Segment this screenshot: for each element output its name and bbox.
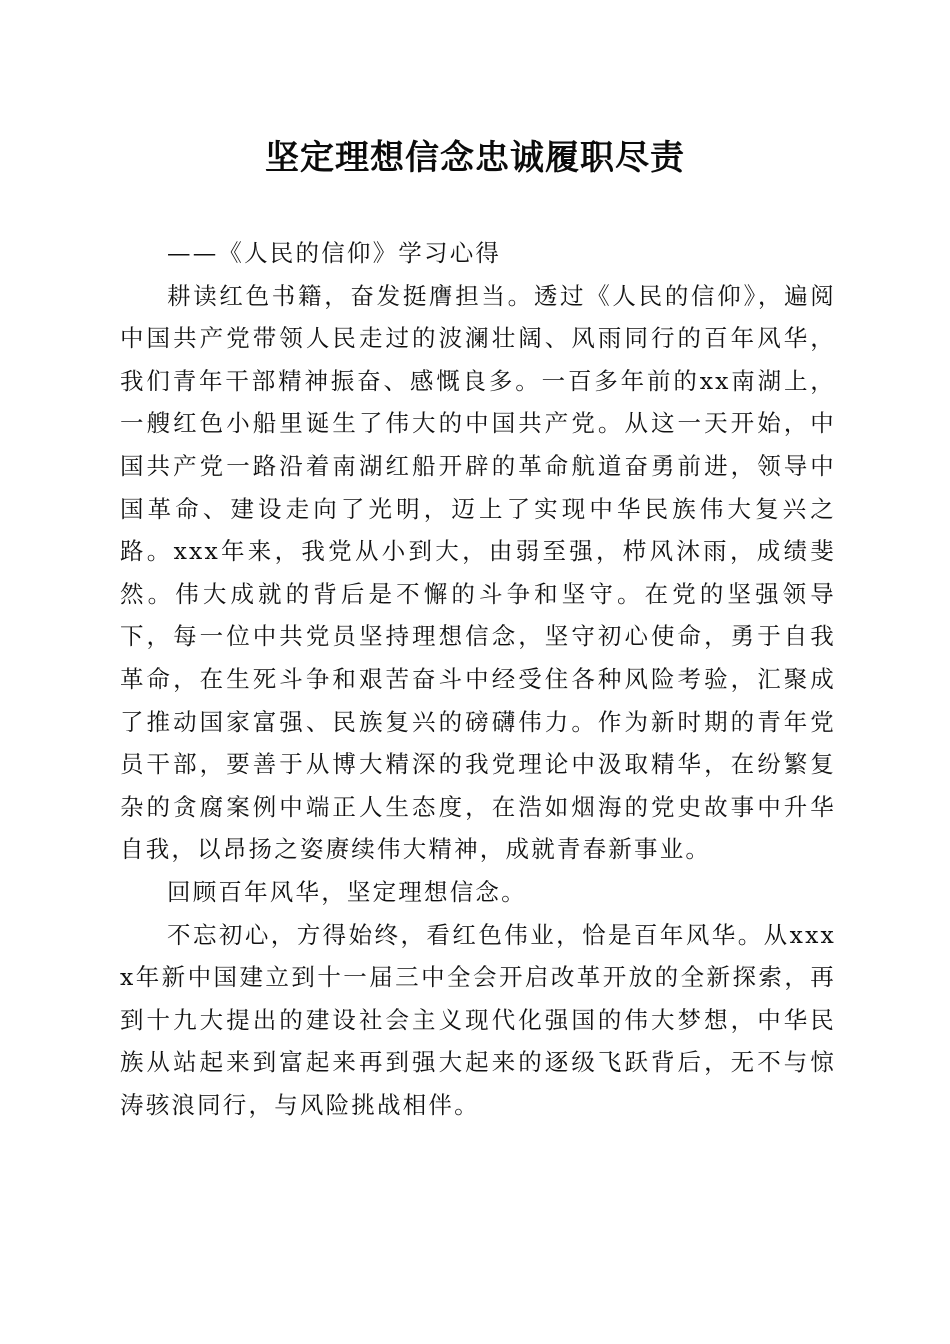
document-subtitle: ——《人民的信仰》学习心得 bbox=[167, 239, 502, 267]
paragraph: 耕读红色书籍，奋发挺膺担当。透过《人民的信仰》，遍阅中国共产党带领人民走过的波澜壮阔、风雨同行的百年风华，我们青年干部精神振奋、感慨良多。一百多年前的xx南湖上，一艘红色小船里诞生了伟大的中国共产党。从这一天开始，中国共产党一路沿着南湖红船开辟的革命航道奋勇前进，领导中国革命、建设走向了光明，迈上了实现中华民族伟大复兴之路。xxx年来，我党从小到大，由弱至强，栉风沐雨，成绩斐然。伟大成就的背后是不懈的斗争和坚守。在党的坚强领导下，每一位中共党员坚持理想信念，坚守初心使命，勇于自我革命，在生死斗争和艰苦奋斗中经受住各种风险考验，汇聚成了推动国家富强、民族复兴的磅礴伟力。作为新时期的青年党员干部，要善于从博大精深的我党理论中汲取精华，在纷繁复杂的贪腐案例中端正人生态度，在浩如烟海的党史故事中升华自我，以昂扬之姿赓续伟大精神，成就青春新事业。 bbox=[120, 281, 836, 864]
paragraph: 不忘初心，方得始终，看红色伟业，恰是百年风华。从xxxx年新中国建立到十一届三中全会开启改革开放的全新探索，再到十九大提出的建设社会主义现代化强国的伟大梦想，中华民族从站起来到富起来再到强大起来的逐级飞跃背后，无不与惊涛骇浪同行，与风险挑战相伴。 bbox=[120, 920, 836, 1119]
document-title: 坚定理想信念忠诚履职尽责 bbox=[265, 138, 685, 178]
paragraph: 回顾百年风华，坚定理想信念。 bbox=[167, 877, 527, 906]
document-body bbox=[120, 232, 836, 1126]
